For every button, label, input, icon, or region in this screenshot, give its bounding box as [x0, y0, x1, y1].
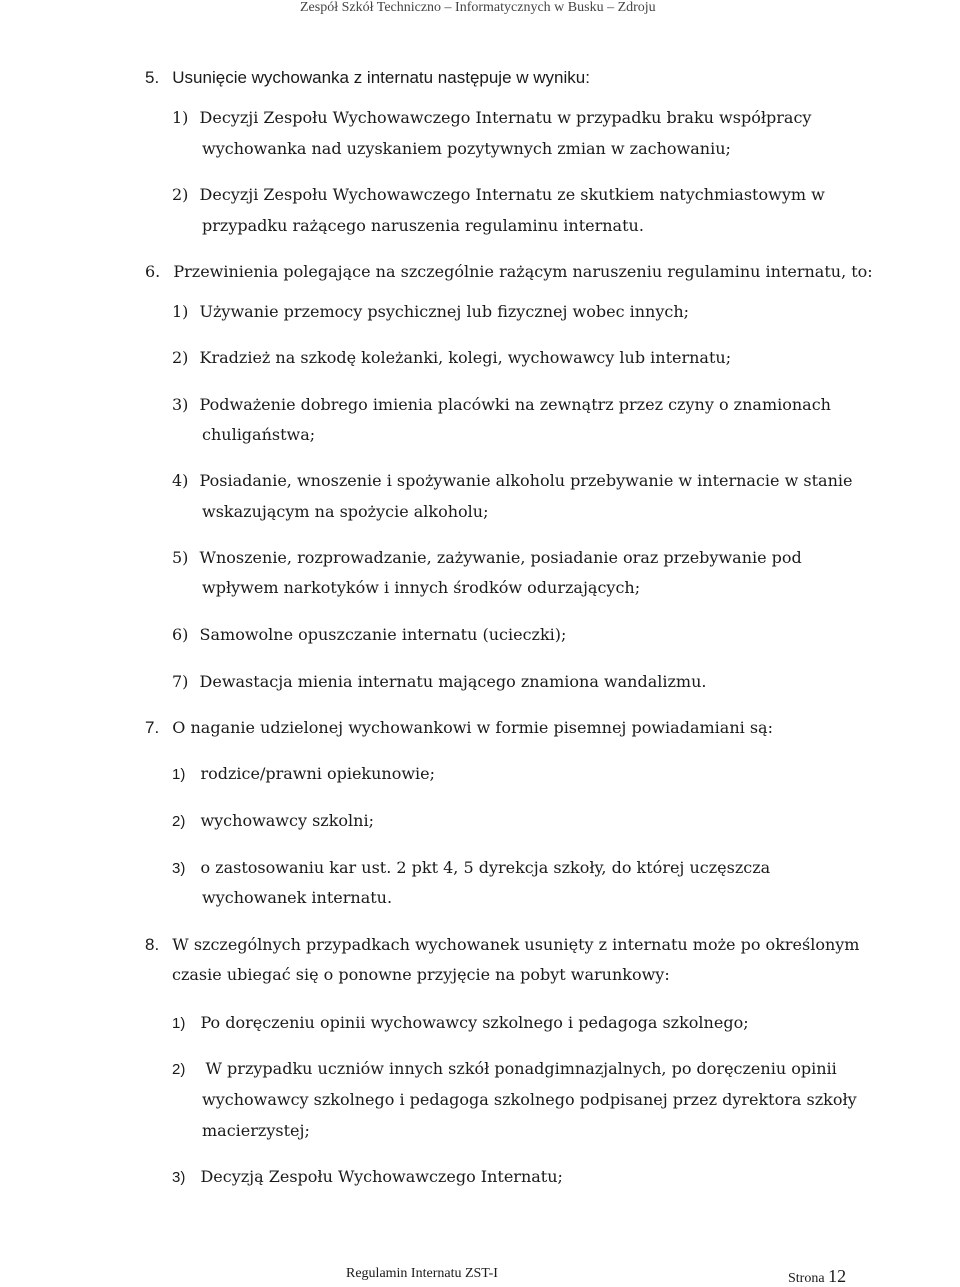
footer-page: [788, 1266, 846, 1287]
page-number: 12: [828, 1266, 847, 1286]
list-item: 3) Podważenie dobrego imienia placówki na zewnątrz przez czyny o znamionach: [172, 395, 831, 414]
list-item-continuation: macierzystej;: [202, 1121, 310, 1140]
section-7-heading: [145, 718, 773, 738]
list-item: 5) Wnoszenie, rozprowadzanie, zażywanie, posiadanie oraz przebywanie pod: [172, 548, 802, 567]
list-item: 1) Używanie przemocy psychicznej lub fizycznej wobec innych;: [172, 302, 690, 321]
list-item: 3) Decyzją Zespołu Wychowawczego Internatu;: [172, 1167, 563, 1186]
list-item-continuation: wychowanka nad uzyskaniem pozytywnych zmian w zachowaniu;: [202, 139, 731, 158]
list-item: 6) Samowolne opuszczanie internatu (ucieczki);: [172, 625, 567, 644]
list-item: 2) Decyzji Zespołu Wychowawczego Internatu ze skutkiem natychmiastowym w: [172, 185, 825, 204]
list-item: 1) Po doręczeniu opinii wychowawcy szkolnego i pedagoga szkolnego;: [172, 1013, 749, 1032]
list-item-continuation: wskazującym na spożycie alkoholu;: [202, 502, 489, 521]
list-item-continuation: wychowawcy szkolnego i pedagoga szkolnego podpisanej przez dyrektora szkoły: [202, 1090, 857, 1109]
list-item: 3) o zastosowaniu kar ust. 2 pkt 4, 5 dyrekcja szkoły, do której uczęszcza: [172, 858, 771, 877]
list-item-continuation: chuligaństwa;: [202, 425, 316, 444]
section-text: W szczególnych przypadkach wychowanek usunięty z internatu może po określonym: [172, 935, 860, 954]
list-item-text: Decyzji Zespołu Wychowawczego Internatu w przypadku braku współpracy: [199, 108, 812, 127]
list-item-text: Decyzji Zespołu Wychowawczego Internatu ze skutkiem natychmiastowym w: [199, 185, 825, 204]
section-number: 8.: [145, 935, 160, 954]
list-item: 2) Kradzież na szkodę koleżanki, kolegi, wychowawcy lub internatu;: [172, 348, 732, 367]
section-number: 6.: [145, 262, 161, 281]
section-6-heading: [145, 262, 873, 282]
list-item: 1) Decyzji Zespołu Wychowawczego Internatu w przypadku braku współpracy: [172, 108, 812, 127]
list-item-continuation: przypadku rażącego naruszenia regulaminu internatu.: [202, 216, 644, 235]
list-item: 4) Posiadanie, wnoszenie i spożywanie alkoholu przebywanie w internacie w stanie: [172, 471, 853, 490]
section-number: 5.: [145, 68, 160, 87]
list-item-continuation: wychowanek internatu.: [202, 888, 393, 907]
footer-doc-name: Regulamin Internatu ZST-I: [346, 1266, 498, 1281]
list-item: 2) W przypadku uczniów innych szkół ponadgimnazjalnych, po doręczeniu opinii: [172, 1059, 837, 1078]
section-text: Usunięcie wychowanka z internatu następuje w wyniku:: [172, 68, 590, 87]
page-header: Zespół Szkół Techniczno – Informatycznych w Busku – Zdroju: [300, 0, 656, 15]
list-item: 7) Dewastacja mienia internatu mającego znamiona wandalizmu.: [172, 672, 707, 691]
list-item: 1) rodzice/prawni opiekunowie;: [172, 764, 436, 783]
page-label: Strona: [788, 1271, 825, 1286]
section-number: 7.: [145, 718, 160, 737]
section-text-continuation: czasie ubiegać się o ponowne przyjęcie na pobyt warunkowy:: [172, 965, 670, 984]
section-text: Przewinienia polegające na szczególnie rażącym naruszeniu regulaminu internatu, to:: [173, 262, 873, 281]
section-8-heading: [145, 935, 859, 955]
list-item-continuation: wpływem narkotyków i innych środków odurzających;: [202, 578, 641, 597]
section-text: O naganie udzielonej wychowankowi w formie pisemnej powiadamiani są:: [172, 718, 773, 737]
list-item: 2) wychowawcy szkolni;: [172, 811, 374, 830]
section-5-heading: [145, 68, 590, 88]
